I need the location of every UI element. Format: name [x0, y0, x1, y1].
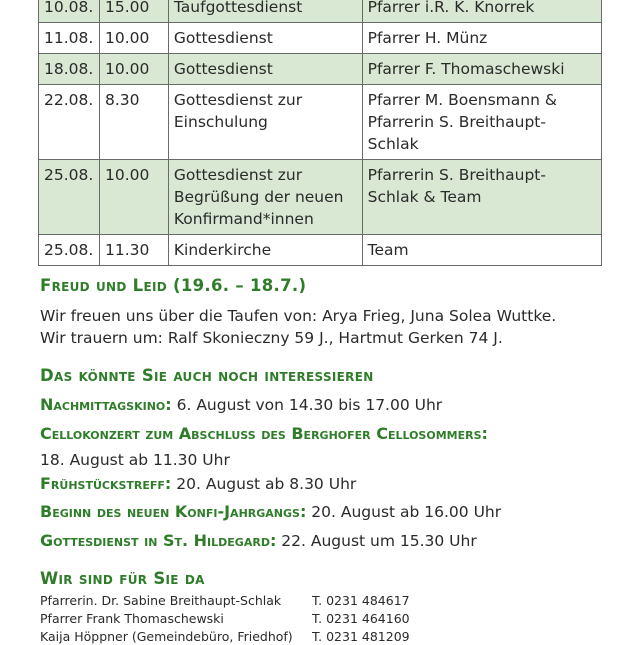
person-cell: Pfarrerin S. Breithaupt-Schlak & Team — [362, 160, 601, 235]
event-label: Gottesdienst in St. Hildegard: — [40, 531, 277, 550]
date-cell: 10.08. — [39, 0, 100, 23]
time-cell: 10.00 — [99, 54, 168, 85]
contacts-heading: Wir sind für Sie da — [40, 569, 205, 588]
person-cell: Pfarrer F. Thomaschewski — [362, 54, 601, 85]
table-row — [39, 23, 602, 54]
table-row — [39, 54, 602, 85]
table-row — [39, 235, 602, 266]
contact-row — [40, 592, 410, 609]
time-cell: 10.00 — [99, 160, 168, 235]
person-cell: Pfarrer i.R. K. Knorrek — [362, 0, 601, 23]
event-time: 20. August ab 16.00 Uhr — [306, 503, 502, 521]
date-cell: 25.08. — [39, 160, 100, 235]
contact-name: Kaija Höppner (Gemeindebüro, Friedhof) — [40, 629, 293, 644]
event-cell: Gottesdienst — [168, 54, 362, 85]
event-label: Frühstückstreff: — [40, 474, 172, 493]
time-cell: 11.30 — [99, 235, 168, 266]
contact-phone: T. 0231 481209 — [312, 629, 410, 644]
event-cellokonzert — [40, 421, 610, 473]
contact-row — [40, 628, 410, 645]
event-cell: Kinderkirche — [168, 235, 362, 266]
freud-leid-heading: Freud und Leid (19.6. – 18.7.) — [40, 276, 307, 295]
contact-phone: T. 0231 464160 — [312, 611, 410, 626]
event-time: 22. August um 15.30 Uhr — [276, 532, 477, 550]
date-cell: 18.08. — [39, 54, 100, 85]
contact-row — [40, 610, 410, 627]
time-cell: 8.30 — [99, 85, 168, 160]
contact-name: Pfarrerin. Dr. Sabine Breithaupt-Schlak — [40, 593, 282, 608]
schedule-body — [39, 0, 602, 266]
event-cell: Gottesdienst — [168, 23, 362, 54]
event-label: Cellokonzert zum Abschluss des Berghofer Cellosommers: — [40, 424, 488, 443]
event-time: 6. August von 14.30 bis 17.00 Uhr — [171, 396, 443, 414]
time-cell: 10.00 — [99, 23, 168, 54]
event-label: Nachmittagskino: — [40, 395, 172, 414]
table-row — [39, 85, 602, 160]
baptisms-text: Wir freuen uns über die Taufen von: Arya Frieg, Juna Solea Wuttke. — [40, 307, 557, 325]
event-cell: Gottesdienst zur Begrüßung der neuen Konfirmand*innen — [168, 160, 362, 235]
date-cell: 25.08. — [39, 235, 100, 266]
person-cell: Pfarrer H. Münz — [362, 23, 601, 54]
event-kino — [40, 392, 610, 418]
event-time: 18. August ab 11.30 Uhr — [40, 451, 230, 469]
table-row — [39, 0, 602, 23]
contact-name: Pfarrer Frank Thomaschewski — [40, 611, 224, 626]
time-cell: 15.00 — [99, 0, 168, 23]
event-cell: Taufgottesdienst — [168, 0, 362, 23]
interest-heading: Das könnte Sie auch noch interessieren — [40, 366, 374, 385]
event-hildegard — [40, 528, 610, 554]
event-fruehstueck — [40, 471, 610, 497]
person-cell: Pfarrer M. Boensmann & Pfarrerin S. Breithaupt-Schlak — [362, 85, 601, 160]
table-row — [39, 160, 602, 235]
person-cell: Team — [362, 235, 601, 266]
date-cell: 22.08. — [39, 85, 100, 160]
event-label: Beginn des neuen Konfi-Jahrgangs: — [40, 502, 307, 521]
service-schedule-table — [38, 0, 602, 266]
date-cell: 11.08. — [39, 23, 100, 54]
event-konfi — [40, 499, 610, 525]
contact-phone: T. 0231 484617 — [312, 593, 410, 608]
mourning-text: Wir trauern um: Ralf Skonieczny 59 J., Hartmut Gerken 74 J. — [40, 329, 503, 347]
event-time: 20. August ab 8.30 Uhr — [171, 475, 357, 493]
event-cell: Gottesdienst zur Einschulung — [168, 85, 362, 160]
